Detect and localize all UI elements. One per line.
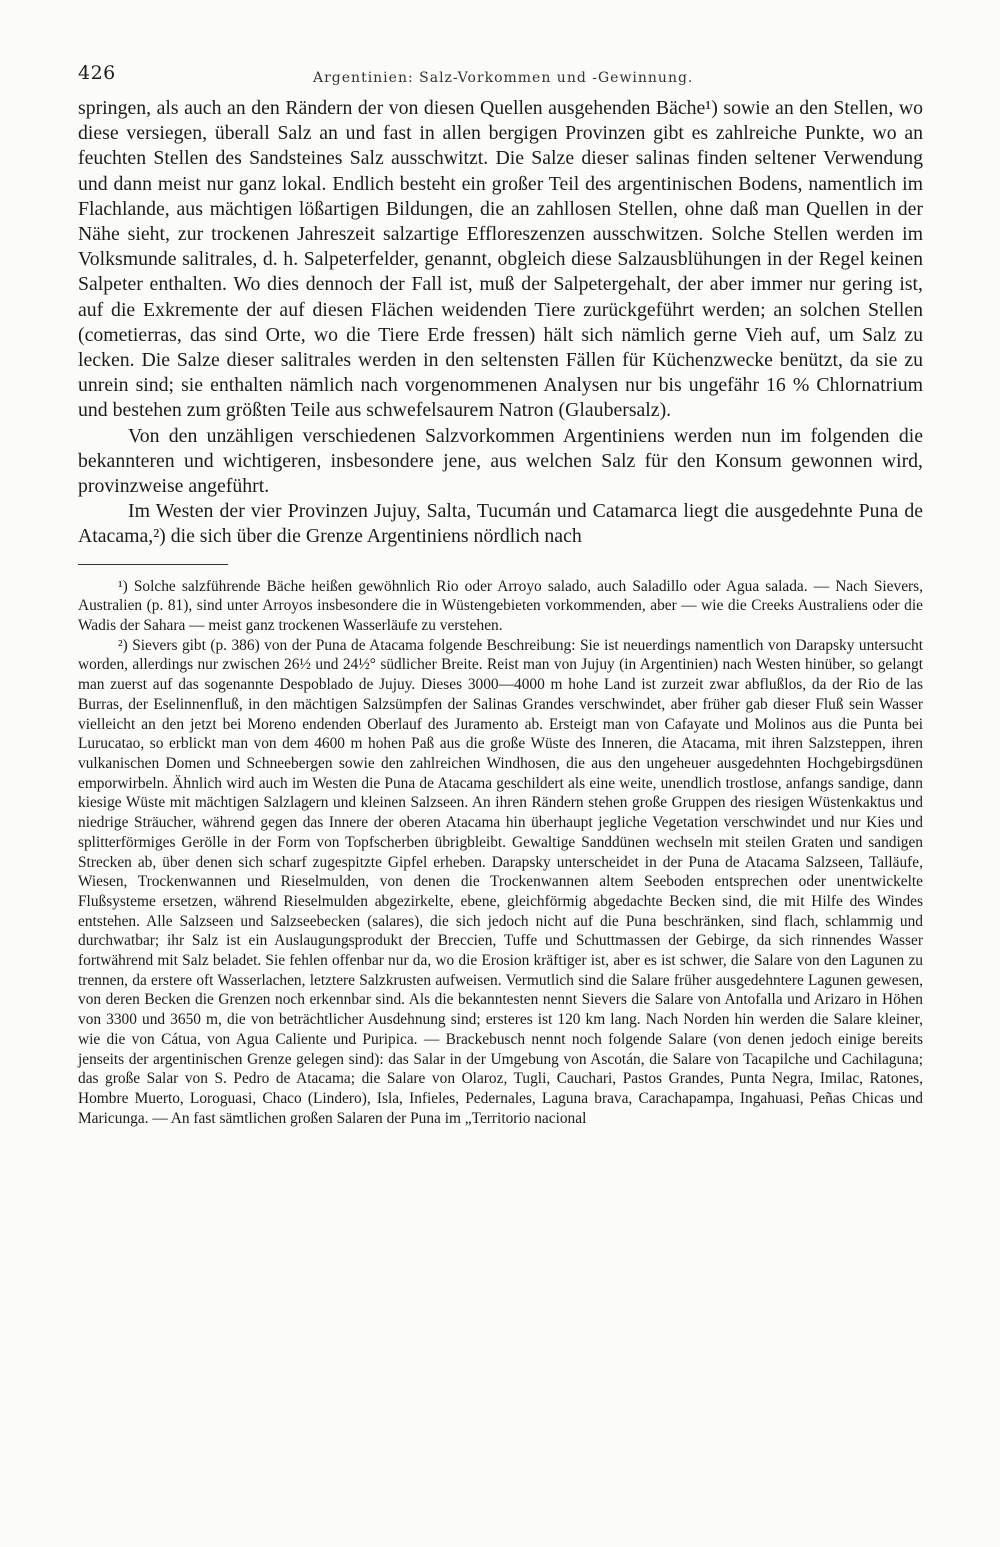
page (78, 62, 923, 1128)
running-title: Argentinien: Salz-Vorkommen und -Gewinnung. (313, 70, 694, 86)
page-header (78, 62, 923, 96)
page-number: 426 (78, 62, 116, 84)
paragraph-2: Von den unzähligen verschiedenen Salzvorkommen Argentiniens werden nun im folgenden die bekannteren und wichtigeren, insbesondere jene, aus welchen Salz für den Konsum gewonnen wird, provinzweise angeführt. (78, 424, 923, 498)
footnote-2: ²) Sievers gibt (p. 386) von der Puna de Atacama folgende Beschreibung: Sie ist neuerdings namentlich von Darapsky untersucht worden, allerdings nur zwischen 26½ und 24½° südlicher Breite. Reist man von Jujuy (in Argentinien) nach Westen hinüber, so gelangt man zuerst auf das sogenannte Despoblado de Jujuy. Dieses 3000—4000 m hohe Land ist zurzeit zwar abflußlos, da der Rio de las Burras, der Eselinnenfluß, in den mächtigen Salzsümpfen der Salinas Grandes verschwindet, aber früher gab dieser Fluß sein Wasser vielleicht an den jetzt bei Moreno endenden Oberlauf des Juramento ab. Ersteigt man von Cafayate und Molinos aus die Punta bei Lurucatao, so erblickt man von dem 4600 m hohen Paß aus die große Wüste des Inneren, die Atacama, mit ihren Salzsteppen, ihren vulkanischen Domen und Schneebergen sowie den zahlreichen Windhosen, die aus den ungeheuer ausgedehnten Hochgebirgsdünen emporwirbeln. Ähnlich wird auch im Westen die Puna de Atacama geschildert als eine weite, unendlich trostlose, anfangs sandige, dann kiesige Wüste mit mächtigen Salzlagern und kleinen Salzseen. An ihren Rändern stehen große Gruppen des riesigen Wüstenkaktus und niedrige Sträucher, während gegen das Innere der oberen Atacama hin überhaupt jegliche Vegetation verschwindet und nur Kies und splitterförmiges Gerölle in der Form von Topfscherben übrigbleibt. Gewaltige Sanddünen wechseln mit steilen Graten und sandigen Strecken ab, über denen sich scharf zugespitzte Gipfel erheben. Darapsky unterscheidet in der Puna de Atacama Salzseen, Talläufe, Wiesen, Trockenwannen und Rieselmulden, von denen die Trockenwannen altem Seeboden entsprechen oder unentwickelte Flußsysteme ersetzen, während Rieselmulden abgezirkelte, ebene, gleichförmig abgedachte Becken sind, die mit Hilfe des Windes entstehen. Alle Salzseen und Salzseebecken (salares), die sich jedoch nicht auf die Puna beschränken, sind flach, schlammig und durchwatbar; ihr Salz ist ein Auslaugungsprodukt der Breccien, Tuffe und Schuttmassen der Gebirge, da sich rinnendes Wasser fortwährend mit Salz beladet. Sie fehlen offenbar nur da, wo die Erosion kräftiger ist, aber es ist schwer, die Salare von den Lagunen zu trennen, da erstere oft Wasserlachen, letztere Salzkrusten aufweisen. Vermutlich sind die Salare früher ausgedehntere Lagunen gewesen, von deren Becken die Grenzen noch erkennbar sind. Als die bekanntesten nennt Sievers die Salare von Antofalla und Arizaro in Höhen von 3300 und 3650 m, die von beträchtlicher Ausdehnung sind; ersteres ist 120 km lang. Nach Norden hin werden die Salare kleiner, wie die von Cátua, von Agua Caliente und Puripica. — Brackebusch nennt noch folgende Salare (von denen jedoch einige bereits jenseits der argentinischen Grenze gelegen sind): das Salar in der Umgebung von Ascotán, die Salare von Tacapilche und Cachilaguna; das große Salar von S. Pedro de Atacama; die Salare von Olaroz, Tugli, Cauchari, Pastos Grandes, Punta Negra, Imilac, Ratones, Hombre Muerto, Loroguasi, Chaco (Lindero), Isla, Infieles, Pedernales, Laguna brava, Carachapampa, Ingahuasi, Peñas Chicas und Maricunga. — An fast sämtlichen großen Salaren der Puna im „Territorio nacional (78, 636, 923, 1127)
footnote-1: ¹) Solche salzführende Bäche heißen gewöhnlich Rio oder Arroyo salado, auch Saladillo oder Agua salada. — Nach Sievers, Australien (p. 81), sind unter Arroyos insbesondere die in Wüstengebieten vorkommenden, aber — wie die Creeks Australiens oder die Wadis der Sahara — meist ganz trockenen Wasserläufe zu verstehen. (78, 577, 923, 635)
footnote-divider (78, 564, 228, 565)
main-text (78, 96, 923, 550)
footnotes (78, 577, 923, 1129)
paragraph-3: Im Westen der vier Provinzen Jujuy, Salta, Tucumán und Catamarca liegt die ausgedehnte Puna de Atacama,²) die sich über die Grenze Argentiniens nördlich nach (78, 500, 923, 548)
paragraph-1: springen, als auch an den Rändern der von diesen Quellen ausgehenden Bäche¹) sowie an den Stellen, wo diese versiegen, überall Salz an und fast in allen bergigen Provinzen gibt es zahlreiche Punkte, wo an feuchten Stellen des Sandsteines Salz ausschwitzt. Die Salze dieser salinas finden seltener Verwendung und dann meist nur ganz lokal. Endlich besteht ein großer Teil des argentinischen Bodens, namentlich im Flachlande, aus mächtigen lößartigen Bildungen, die an zahllosen Stellen, ohne daß man Quellen in der Nähe sieht, zur trockenen Jahreszeit salzartige Effloreszenzen ausschwitzen. Solche Stellen werden im Volksmunde salitrales, d. h. Salpeterfelder, genannt, obgleich diese Salzausblühungen in der Regel keinen Salpeter enthalten. Wo dies dennoch der Fall ist, muß der Salpetergehalt, der aber immer nur gering ist, auf die Exkremente der auf diesen Flächen weidenden Tiere zurückgeführt werden; an solchen Stellen (cometierras, das sind Orte, wo die Tiere Erde fressen) hält sich nämlich gerne Vieh auf, um Salz zu lecken. Die Salze dieser salitrales werden in den seltensten Fällen für Küchenzwecke benützt, da sie zu unrein sind; sie enthalten nämlich nach vorgenommenen Analysen nur bis ungefähr 16 % Chlornatrium und bestehen zum größten Teile aus schwefelsaurem Natron (Glaubersalz). (78, 97, 923, 422)
